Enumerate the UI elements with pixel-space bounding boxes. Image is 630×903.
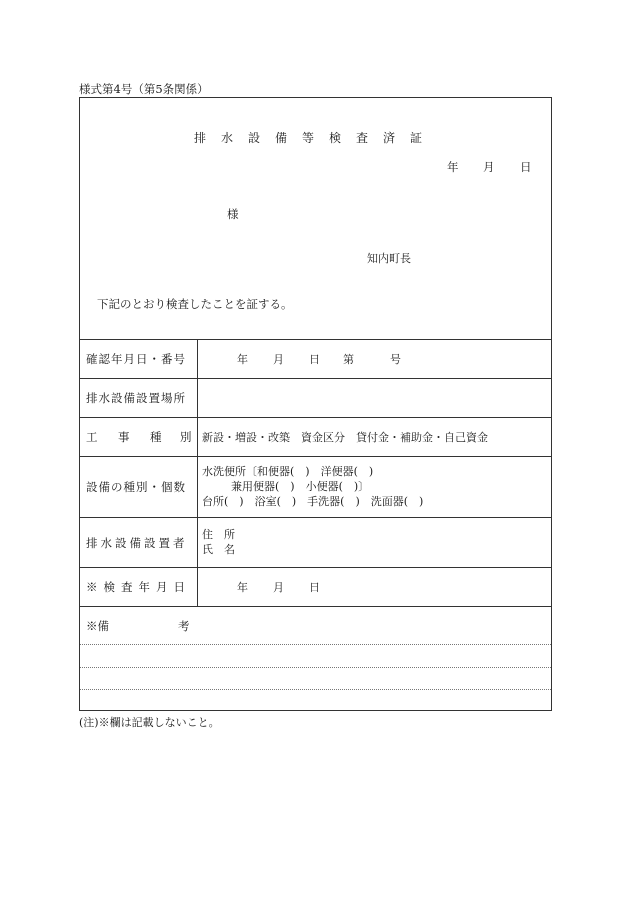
remarks-label-right: 考 [178,619,190,633]
work-type-value: 新設・増設・改築 資金区分 貸付金・補助金・自己資金 [202,431,488,444]
rule [80,567,551,568]
addressee-suffix: 様 [227,207,239,221]
footnote: (注)※欄は記載しないこと。 [79,716,220,729]
rule [80,417,551,418]
confirm-year: 年 [237,353,248,366]
remarks-dotted-line [80,644,551,645]
rule [80,378,551,379]
issue-date-year: 年 [447,160,459,174]
confirm-date-number-label: 確認年月日・番号 [86,352,186,366]
rule [80,606,551,607]
rule [80,517,551,518]
installation-location-label: 排水設備設置場所 [86,391,186,405]
issue-date-day: 日 [520,160,532,174]
work-type-label-char: 工 [86,430,98,444]
rule [80,456,551,457]
confirm-month: 月 [273,353,284,366]
installer-name-label: 氏 名 [202,543,235,556]
remarks-label-left: ※備 [86,619,109,633]
inspection-month: 月 [273,581,284,594]
certification-statement: 下記のとおり検査したことを証する。 [97,297,293,311]
inspection-date-label: ※検査年月日 [86,580,191,594]
issuer-name: 知内町長 [367,252,411,265]
installer-address-label: 住 所 [202,528,235,541]
certificate-form [79,97,552,711]
remarks-dotted-line [80,667,551,668]
equipment-line-fixtures: 台所( ) 浴室( ) 手洗器( ) 洗面器( ) [202,495,424,508]
equipment-line-urinals: 兼用便器( ) 小便器( )〕 [231,480,370,493]
rule [80,339,551,340]
remarks-dotted-line [80,689,551,690]
work-type-label-char: 事 [118,430,130,444]
confirm-dai: 第 [343,353,354,366]
certificate-title: 排水設備等検査済証 [193,131,437,145]
equipment-type-count-label: 設備の種別・個数 [86,480,186,494]
form-number: 様式第4号（第5条関係） [79,82,209,96]
confirm-day: 日 [309,353,320,366]
work-type-label-char: 別 [180,430,192,444]
confirm-go: 号 [390,353,401,366]
installer-label: 排水設備設置者 [86,536,188,550]
inspection-year: 年 [237,581,248,594]
column-divider [197,339,198,606]
equipment-line-toilets: 水洗便所〔和便器( ) 洋便器( ) [202,465,374,478]
inspection-day: 日 [309,581,320,594]
work-type-label-char: 種 [150,430,162,444]
issue-date-month: 月 [483,160,495,174]
